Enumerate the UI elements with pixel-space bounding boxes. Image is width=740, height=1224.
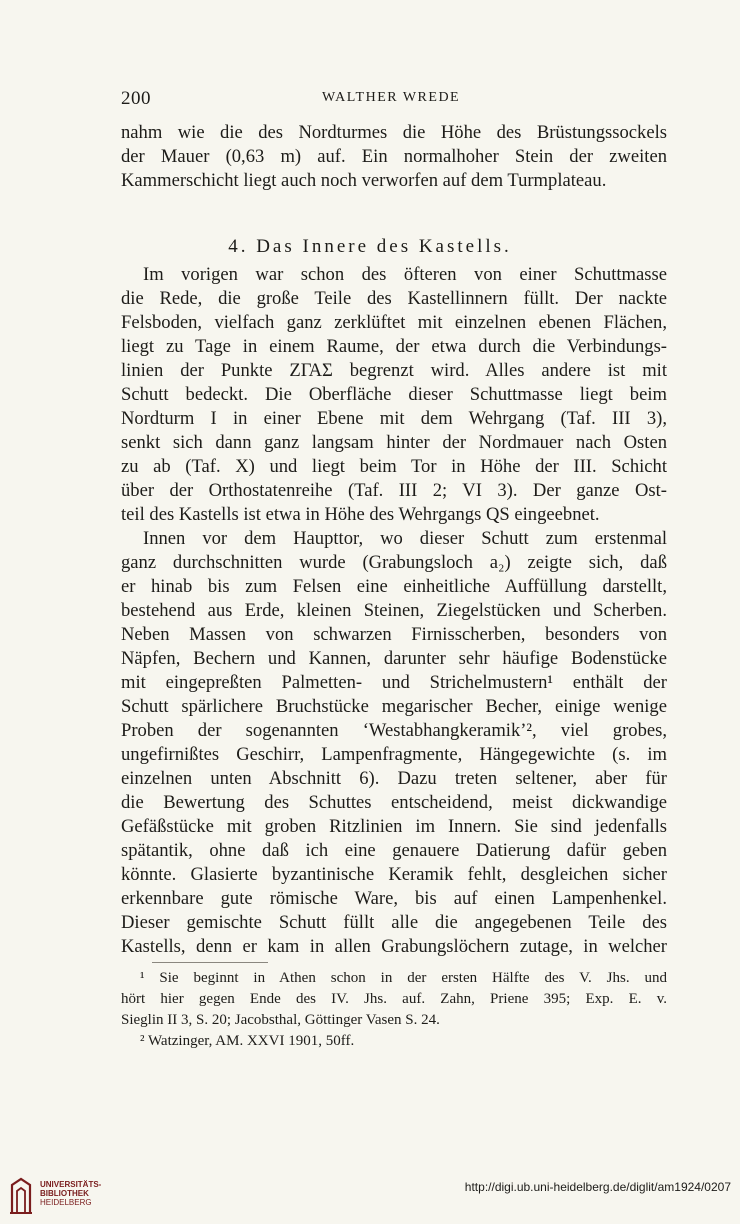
text-line: teil des Kastells ist etwa in Höhe des Wehrgangs QS eingeebnet. (121, 504, 600, 525)
text-line: einzelnen unten Abschnitt 6). Dazu treten seltener, aber für (121, 768, 667, 789)
text-line: Im vorigen war schon des öfteren von einer Schuttmasse (143, 264, 667, 285)
text-line: nahm wie die des Nordturmes die Höhe des Brüstungssockels (121, 122, 667, 143)
footnote-line: hört hier gegen Ende des IV. Jhs. auf. Zahn, Priene 395; Exp. E. v. (121, 991, 667, 1007)
text-line: über der Orthostatenreihe (Taf. III 2; VI 3). Der ganze Ost- (121, 480, 667, 501)
text-line: Innen vor dem Haupttor, wo dieser Schutt zum erstenmal (143, 528, 667, 549)
footnote-line: ² Watzinger, AM. XXVI 1901, 50ff. (140, 1033, 355, 1049)
text-line: die Bewertung des Schuttes entscheidend, meist dickwandige (121, 792, 667, 813)
library-name (40, 1180, 101, 1207)
text-line: senkt sich dann ganz langsam hinter der Nordmauer nach Osten (121, 432, 667, 453)
library-line: UNIVERSITÄTS- (40, 1180, 102, 1189)
text-line: Gefäßstücke mit groben Ritzlinien im Innern. Sie sind jedenfalls (121, 816, 667, 837)
text-line: er hinab bis zum Felsen eine einheitliche Auffüllung darstellt, (121, 576, 667, 597)
footnote-divider (152, 962, 268, 963)
text-line: ungefirnißtes Geschirr, Lampenfragmente, Hängegewichte (s. im (121, 744, 667, 765)
text-line: Näpfen, Bechern und Kannen, darunter sehr häufige Bodenstücke (121, 648, 667, 669)
footnote-line: ¹ Sie beginnt in Athen schon in der ersten Hälfte des V. Jhs. und (140, 970, 667, 986)
source-url-link[interactable]: http://digi.ub.uni-heidelberg.de/diglit/am1924/0207 (464, 1180, 731, 1194)
library-line: HEIDELBERG (40, 1198, 92, 1207)
text-line: Schutt bedeckt. Die Oberfläche dieser Schuttmasse liegt beim (121, 384, 667, 405)
section-heading: 4. Das Innere des Kastells. (228, 236, 512, 257)
library-line: BIBLIOTHEK (40, 1189, 89, 1198)
text-line: Schutt spärlichere Bruchstücke megarischer Becher, einige wenige (121, 696, 667, 717)
text-line: könnte. Glasierte byzantinische Keramik fehlt, desgleichen sicher (121, 864, 667, 885)
text-line: linien der Punkte ΖΓΑΣ begrenzt wird. Alles andere ist mit (121, 360, 667, 381)
text-line: der Mauer (0,63 m) auf. Ein normalhoher Stein der zweiten (121, 146, 667, 167)
text-line: Kastells, denn er kam in allen Grabungslöchern zutage, in welcher (121, 936, 667, 957)
text-line: mit eingepreßten Palmetten- und Strichelmustern¹ enthält der (121, 672, 667, 693)
text-line: erkennbare gute römische Ware, bis auf einen Lampenhenkel. (121, 888, 667, 909)
text-line: spätantik, ohne daß ich eine genauere Datierung dafür geben (121, 840, 667, 861)
text-line: liegt zu Tage in einem Raume, der etwa durch die Verbindungs- (121, 336, 667, 357)
text-line: bestehend aus Erde, kleinen Steinen, Ziegelstücken und Scherben. (121, 600, 667, 621)
text-line: Felsboden, vielfach ganz zerklüftet mit einzelnen ebenen Flächen, (121, 312, 667, 333)
text-line: Dieser gemischte Schutt füllt alle die angegebenen Teile des (121, 912, 667, 933)
page-number: 200 (121, 88, 151, 109)
text-line: Nordturm I in einer Ebene mit dem Wehrgang (Taf. III 3), (121, 408, 667, 429)
text-line: Proben der sogenannten ‘Westabhangkeramik’², viel grobes, (121, 720, 667, 741)
text-line: Neben Massen von schwarzen Firnisscherben, besonders von (121, 624, 667, 645)
text-line: Kammerschicht liegt auch noch verworfen auf dem Turmplateau. (121, 170, 607, 191)
text-line: ganz durchschnitten wurde (Grabungsloch a₂) zeigte sich, daß (121, 552, 667, 573)
university-library-logo-icon (8, 1177, 34, 1215)
running-head: WALTHER WREDE (322, 90, 461, 105)
text-line: zu ab (Taf. X) und liegt beim Tor in Höhe der III. Schicht (121, 456, 667, 477)
text-line: die Rede, die große Teile des Kastellinnern füllt. Der nackte (121, 288, 667, 309)
footnote-line: Sieglin II 3, S. 20; Jacobsthal, Göttinger Vasen S. 24. (121, 1012, 440, 1028)
